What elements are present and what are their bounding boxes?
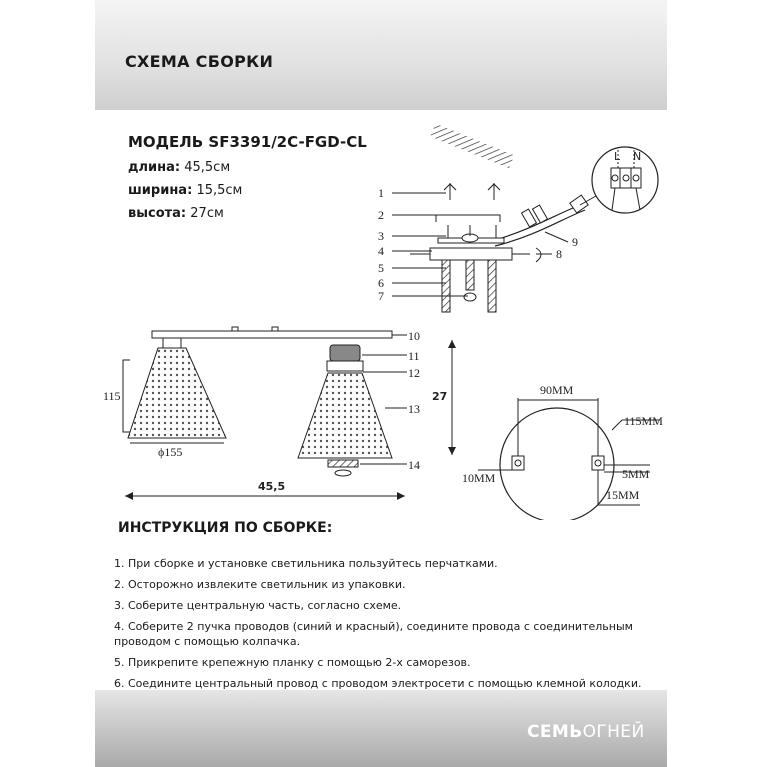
- model-name: МОДЕЛЬ SF3391/2C-FGD-CL: [128, 133, 367, 151]
- terminal-block-detail: [592, 147, 658, 213]
- callout-1: 1: [378, 186, 384, 200]
- dim-slot-15mm: 15MM: [606, 488, 640, 502]
- spec-height-label: высота:: [128, 206, 187, 221]
- dim-shade-diameter: ϕ155: [158, 445, 183, 459]
- brand-rest: ОГНЕЙ: [582, 722, 645, 742]
- callout-12: 12: [408, 366, 420, 380]
- instruction-step: 2. Осторожно извлеките светильник из упаковки.: [114, 578, 406, 591]
- mounting-screws: [444, 183, 500, 200]
- brand-logo: [527, 722, 645, 742]
- assembly-diagram: [95, 120, 667, 520]
- wire-label-l: L: [614, 150, 621, 163]
- callout-3: 3: [378, 229, 384, 243]
- dim-hole-spacing: 90MM: [540, 383, 574, 397]
- dim-total-height: 27: [432, 390, 448, 403]
- callout-9: 9: [572, 235, 578, 249]
- callout-8: 8: [556, 247, 562, 261]
- callout-2: 2: [378, 208, 384, 222]
- part-callouts-top: [378, 186, 578, 303]
- dim-shade-height: 115: [103, 389, 121, 403]
- spec-height-value: 27см: [190, 206, 224, 221]
- brand-bold: СЕМЬ: [527, 722, 583, 742]
- instruction-step: 6. Соедините центральный провод с проводом электросети с помощью клемной колодки.: [114, 677, 642, 690]
- instruction-step: 1. При сборке и установке светильника пользуйтесь перчатками.: [114, 557, 498, 570]
- dim-total-length: 45,5: [258, 480, 286, 493]
- dim-slot-10mm: 10MM: [462, 471, 496, 485]
- spec-width-label: ширина:: [128, 183, 193, 198]
- part-callouts-bottom: [408, 329, 420, 472]
- instruction-step: 4. Соберите 2 пучка проводов (синий и красный), соедините провода с соединительным проводом с помощью колпачка.: [114, 620, 633, 648]
- callout-11: 11: [408, 349, 420, 363]
- spec-length-label: длина:: [128, 160, 181, 175]
- instruction-step: 3. Соберите центральную часть, согласно схеме.: [114, 599, 402, 612]
- callout-10: 10: [408, 329, 420, 343]
- dim-canopy-diameter: 115MM: [624, 414, 663, 428]
- callout-4: 4: [378, 244, 384, 258]
- page-title: СХЕМА СБОРКИ: [125, 52, 274, 71]
- callout-5: 5: [378, 261, 384, 275]
- callout-7: 7: [378, 289, 384, 303]
- dim-slot-5mm: 5MM: [622, 467, 650, 481]
- spec-length-value: 45,5см: [184, 160, 231, 175]
- callout-6: 6: [378, 276, 384, 290]
- ceiling-hatch: [430, 124, 514, 169]
- instruction-step: 5. Прикрепите крепежную планку с помощью 2-х саморезов.: [114, 656, 471, 669]
- callout-14: 14: [408, 458, 420, 472]
- instructions-list: [114, 556, 674, 697]
- spec-width-value: 15,5см: [196, 183, 243, 198]
- callout-13: 13: [408, 402, 420, 416]
- instructions-title: ИНСТРУКЦИЯ ПО СБОРКЕ:: [118, 520, 333, 536]
- wire-label-n: N: [633, 150, 642, 163]
